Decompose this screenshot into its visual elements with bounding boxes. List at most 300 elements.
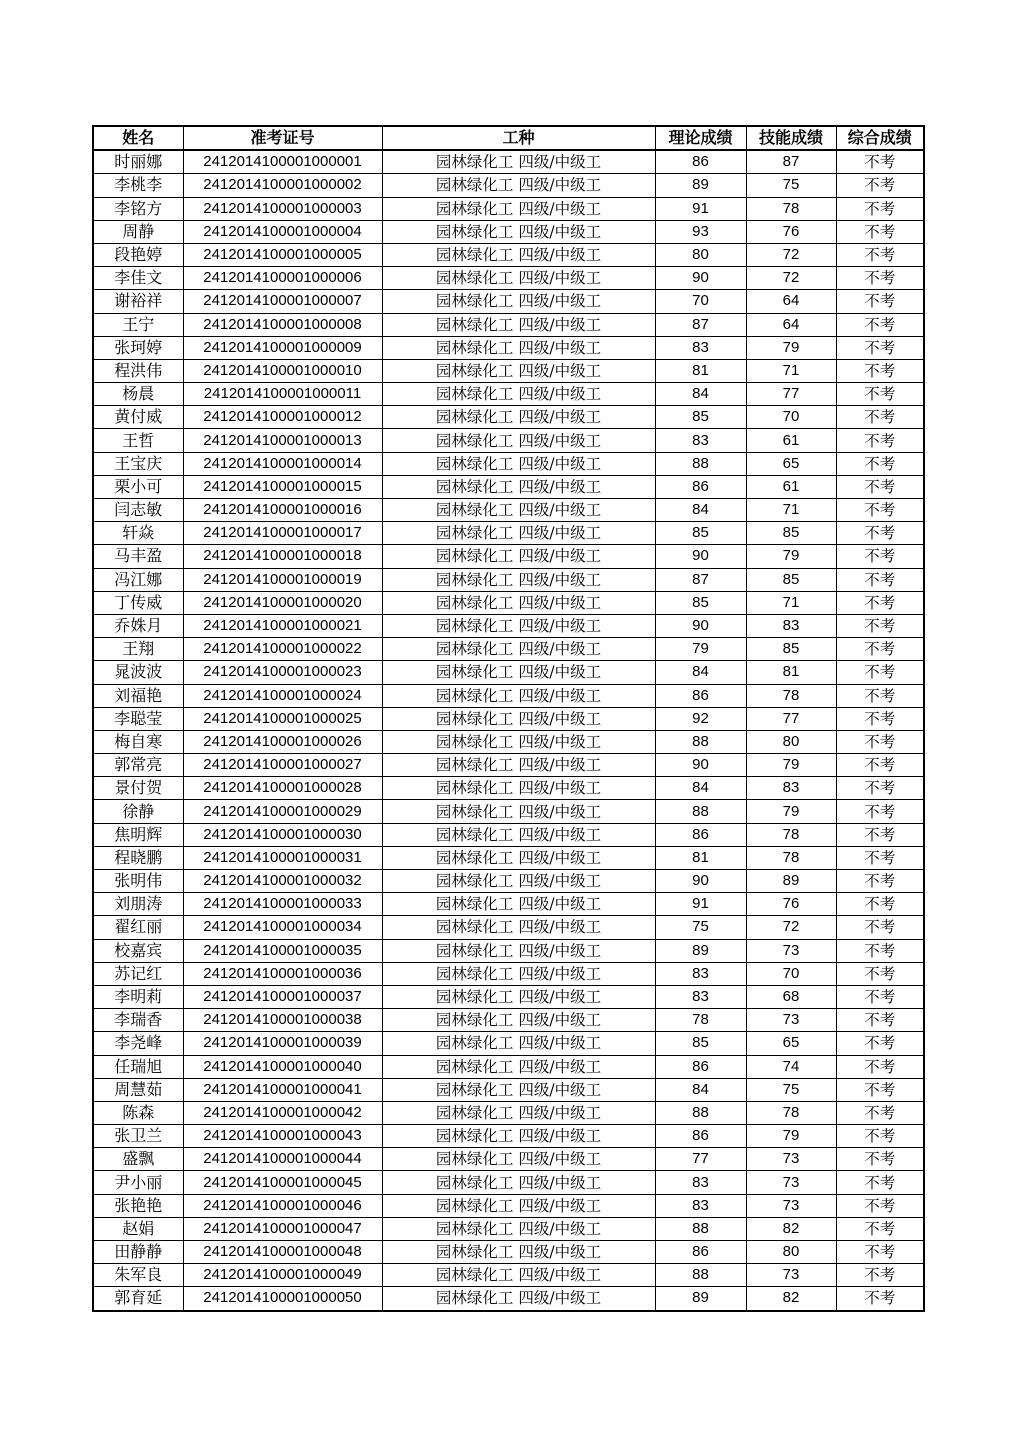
cell-exam-id: 2412014100001000032: [183, 870, 382, 893]
cell-name: 校嘉宾: [93, 939, 183, 962]
cell-skill-score: 78: [746, 684, 836, 707]
table-row: [93, 429, 924, 452]
cell-overall-score: 不考: [836, 406, 924, 429]
table-row: [93, 939, 924, 962]
cell-theory-score: 88: [655, 1101, 746, 1124]
cell-theory-score: 79: [655, 638, 746, 661]
cell-name: 李明莉: [93, 985, 183, 1008]
cell-overall-score: 不考: [836, 1078, 924, 1101]
cell-job-type: 园林绿化工 四级/中级工: [382, 522, 655, 545]
table-row: [93, 638, 924, 661]
cell-job-type: 园林绿化工 四级/中级工: [382, 406, 655, 429]
cell-theory-score: 83: [655, 429, 746, 452]
cell-name: 郭育延: [93, 1287, 183, 1311]
header-name: 姓名: [93, 126, 183, 150]
cell-skill-score: 78: [746, 823, 836, 846]
table-row: [93, 730, 924, 753]
table-row: [93, 800, 924, 823]
cell-job-type: 园林绿化工 四级/中级工: [382, 475, 655, 498]
cell-skill-score: 61: [746, 475, 836, 498]
cell-skill-score: 64: [746, 313, 836, 336]
table-row: [93, 870, 924, 893]
cell-job-type: 园林绿化工 四级/中级工: [382, 1009, 655, 1032]
cell-overall-score: 不考: [836, 684, 924, 707]
table-row: [93, 823, 924, 846]
cell-theory-score: 83: [655, 1171, 746, 1194]
cell-theory-score: 83: [655, 336, 746, 359]
cell-exam-id: 2412014100001000049: [183, 1264, 382, 1287]
table-row: [93, 614, 924, 637]
cell-job-type: 园林绿化工 四级/中级工: [382, 313, 655, 336]
cell-overall-score: 不考: [836, 730, 924, 753]
cell-theory-score: 90: [655, 614, 746, 637]
cell-job-type: 园林绿化工 四级/中级工: [382, 1055, 655, 1078]
header-job-type: 工种: [382, 126, 655, 150]
cell-skill-score: 77: [746, 383, 836, 406]
cell-skill-score: 73: [746, 1171, 836, 1194]
cell-overall-score: 不考: [836, 939, 924, 962]
cell-theory-score: 88: [655, 1217, 746, 1240]
table-row: [93, 846, 924, 869]
cell-job-type: 园林绿化工 四级/中级工: [382, 870, 655, 893]
cell-name: 乔姝月: [93, 614, 183, 637]
cell-theory-score: 86: [655, 823, 746, 846]
cell-exam-id: 2412014100001000007: [183, 290, 382, 313]
cell-job-type: 园林绿化工 四级/中级工: [382, 1101, 655, 1124]
header-exam-id: 准考证号: [183, 126, 382, 150]
cell-skill-score: 71: [746, 359, 836, 382]
cell-job-type: 园林绿化工 四级/中级工: [382, 916, 655, 939]
table-row: [93, 522, 924, 545]
cell-name: 任瑞旭: [93, 1055, 183, 1078]
cell-theory-score: 91: [655, 197, 746, 220]
cell-exam-id: 2412014100001000041: [183, 1078, 382, 1101]
cell-theory-score: 85: [655, 591, 746, 614]
table-row: [93, 220, 924, 243]
cell-skill-score: 70: [746, 406, 836, 429]
cell-name: 轩焱: [93, 522, 183, 545]
cell-exam-id: 2412014100001000027: [183, 754, 382, 777]
cell-theory-score: 81: [655, 846, 746, 869]
cell-exam-id: 2412014100001000028: [183, 777, 382, 800]
cell-skill-score: 79: [746, 1125, 836, 1148]
cell-exam-id: 2412014100001000012: [183, 406, 382, 429]
cell-exam-id: 2412014100001000039: [183, 1032, 382, 1055]
cell-exam-id: 2412014100001000043: [183, 1125, 382, 1148]
table-row: [93, 985, 924, 1008]
cell-overall-score: 不考: [836, 1032, 924, 1055]
cell-exam-id: 2412014100001000008: [183, 313, 382, 336]
cell-job-type: 园林绿化工 四级/中级工: [382, 962, 655, 985]
cell-job-type: 园林绿化工 四级/中级工: [382, 754, 655, 777]
cell-job-type: 园林绿化工 四级/中级工: [382, 359, 655, 382]
cell-job-type: 园林绿化工 四级/中级工: [382, 267, 655, 290]
cell-name: 郭常亮: [93, 754, 183, 777]
cell-theory-score: 90: [655, 545, 746, 568]
cell-exam-id: 2412014100001000036: [183, 962, 382, 985]
cell-name: 杨晨: [93, 383, 183, 406]
cell-theory-score: 85: [655, 522, 746, 545]
cell-exam-id: 2412014100001000050: [183, 1287, 382, 1311]
cell-job-type: 园林绿化工 四级/中级工: [382, 661, 655, 684]
cell-overall-score: 不考: [836, 846, 924, 869]
cell-exam-id: 2412014100001000045: [183, 1171, 382, 1194]
cell-theory-score: 86: [655, 1125, 746, 1148]
cell-overall-score: 不考: [836, 1171, 924, 1194]
cell-exam-id: 2412014100001000023: [183, 661, 382, 684]
cell-skill-score: 87: [746, 150, 836, 174]
cell-overall-score: 不考: [836, 475, 924, 498]
cell-overall-score: 不考: [836, 383, 924, 406]
cell-exam-id: 2412014100001000035: [183, 939, 382, 962]
cell-overall-score: 不考: [836, 1009, 924, 1032]
cell-overall-score: 不考: [836, 823, 924, 846]
cell-exam-id: 2412014100001000038: [183, 1009, 382, 1032]
cell-overall-score: 不考: [836, 243, 924, 266]
cell-exam-id: 2412014100001000022: [183, 638, 382, 661]
cell-skill-score: 78: [746, 1101, 836, 1124]
cell-skill-score: 75: [746, 174, 836, 197]
table-row: [93, 1055, 924, 1078]
cell-overall-score: 不考: [836, 197, 924, 220]
table-row: [93, 591, 924, 614]
cell-job-type: 园林绿化工 四级/中级工: [382, 1287, 655, 1311]
table-row: [93, 1078, 924, 1101]
table-body: [93, 150, 924, 1310]
table-row: [93, 359, 924, 382]
cell-overall-score: 不考: [836, 638, 924, 661]
cell-name: 周慧茹: [93, 1078, 183, 1101]
table-row: [93, 290, 924, 313]
cell-theory-score: 86: [655, 1241, 746, 1264]
cell-skill-score: 73: [746, 1264, 836, 1287]
cell-exam-id: 2412014100001000015: [183, 475, 382, 498]
cell-name: 李瑞香: [93, 1009, 183, 1032]
cell-exam-id: 2412014100001000040: [183, 1055, 382, 1078]
cell-overall-score: 不考: [836, 290, 924, 313]
cell-skill-score: 85: [746, 638, 836, 661]
cell-job-type: 园林绿化工 四级/中级工: [382, 591, 655, 614]
cell-job-type: 园林绿化工 四级/中级工: [382, 290, 655, 313]
cell-exam-id: 2412014100001000048: [183, 1241, 382, 1264]
cell-skill-score: 68: [746, 985, 836, 1008]
cell-exam-id: 2412014100001000016: [183, 499, 382, 522]
cell-theory-score: 85: [655, 406, 746, 429]
cell-exam-id: 2412014100001000044: [183, 1148, 382, 1171]
cell-job-type: 园林绿化工 四级/中级工: [382, 499, 655, 522]
cell-theory-score: 84: [655, 499, 746, 522]
cell-skill-score: 80: [746, 1241, 836, 1264]
cell-overall-score: 不考: [836, 777, 924, 800]
header-theory-score: 理论成绩: [655, 126, 746, 150]
cell-skill-score: 83: [746, 777, 836, 800]
cell-theory-score: 83: [655, 985, 746, 1008]
cell-job-type: 园林绿化工 四级/中级工: [382, 638, 655, 661]
cell-name: 王宁: [93, 313, 183, 336]
cell-skill-score: 73: [746, 939, 836, 962]
cell-overall-score: 不考: [836, 1264, 924, 1287]
cell-name: 张卫兰: [93, 1125, 183, 1148]
cell-skill-score: 72: [746, 243, 836, 266]
table-row: [93, 1194, 924, 1217]
cell-name: 李聪莹: [93, 707, 183, 730]
cell-skill-score: 73: [746, 1009, 836, 1032]
cell-exam-id: 2412014100001000030: [183, 823, 382, 846]
cell-exam-id: 2412014100001000031: [183, 846, 382, 869]
cell-name: 李铭方: [93, 197, 183, 220]
cell-theory-score: 70: [655, 290, 746, 313]
cell-overall-score: 不考: [836, 1148, 924, 1171]
cell-theory-score: 89: [655, 174, 746, 197]
cell-job-type: 园林绿化工 四级/中级工: [382, 684, 655, 707]
table-row: [93, 962, 924, 985]
cell-name: 刘朋涛: [93, 893, 183, 916]
cell-overall-score: 不考: [836, 1055, 924, 1078]
cell-overall-score: 不考: [836, 754, 924, 777]
cell-theory-score: 84: [655, 1078, 746, 1101]
cell-name: 时丽娜: [93, 150, 183, 174]
table-row: [93, 336, 924, 359]
cell-job-type: 园林绿化工 四级/中级工: [382, 336, 655, 359]
cell-exam-id: 2412014100001000026: [183, 730, 382, 753]
cell-skill-score: 76: [746, 893, 836, 916]
header-skill-score: 技能成绩: [746, 126, 836, 150]
table-row: [93, 197, 924, 220]
cell-job-type: 园林绿化工 四级/中级工: [382, 150, 655, 174]
table-row: [93, 1287, 924, 1311]
cell-name: 王翔: [93, 638, 183, 661]
cell-exam-id: 2412014100001000042: [183, 1101, 382, 1124]
cell-exam-id: 2412014100001000021: [183, 614, 382, 637]
cell-name: 冯江娜: [93, 568, 183, 591]
cell-overall-score: 不考: [836, 591, 924, 614]
cell-exam-id: 2412014100001000004: [183, 220, 382, 243]
table-row: [93, 1217, 924, 1240]
cell-overall-score: 不考: [836, 707, 924, 730]
cell-skill-score: 70: [746, 962, 836, 985]
cell-overall-score: 不考: [836, 800, 924, 823]
cell-overall-score: 不考: [836, 1241, 924, 1264]
cell-job-type: 园林绿化工 四级/中级工: [382, 707, 655, 730]
cell-job-type: 园林绿化工 四级/中级工: [382, 545, 655, 568]
table-row: [93, 545, 924, 568]
cell-name: 赵娟: [93, 1217, 183, 1240]
cell-job-type: 园林绿化工 四级/中级工: [382, 846, 655, 869]
cell-skill-score: 65: [746, 452, 836, 475]
cell-theory-score: 84: [655, 661, 746, 684]
cell-overall-score: 不考: [836, 568, 924, 591]
cell-skill-score: 81: [746, 661, 836, 684]
cell-overall-score: 不考: [836, 452, 924, 475]
table-row: [93, 1171, 924, 1194]
cell-name: 焦明辉: [93, 823, 183, 846]
cell-job-type: 园林绿化工 四级/中级工: [382, 568, 655, 591]
cell-theory-score: 86: [655, 684, 746, 707]
cell-job-type: 园林绿化工 四级/中级工: [382, 1171, 655, 1194]
cell-theory-score: 87: [655, 313, 746, 336]
cell-theory-score: 80: [655, 243, 746, 266]
cell-name: 陈森: [93, 1101, 183, 1124]
table-row: [93, 1032, 924, 1055]
cell-exam-id: 2412014100001000006: [183, 267, 382, 290]
cell-name: 晁波波: [93, 661, 183, 684]
cell-overall-score: 不考: [836, 267, 924, 290]
cell-theory-score: 89: [655, 939, 746, 962]
cell-theory-score: 93: [655, 220, 746, 243]
cell-exam-id: 2412014100001000014: [183, 452, 382, 475]
cell-theory-score: 83: [655, 1194, 746, 1217]
cell-overall-score: 不考: [836, 1287, 924, 1311]
cell-exam-id: 2412014100001000046: [183, 1194, 382, 1217]
cell-overall-score: 不考: [836, 1194, 924, 1217]
cell-exam-id: 2412014100001000047: [183, 1217, 382, 1240]
cell-theory-score: 84: [655, 777, 746, 800]
cell-skill-score: 83: [746, 614, 836, 637]
cell-job-type: 园林绿化工 四级/中级工: [382, 1194, 655, 1217]
cell-job-type: 园林绿化工 四级/中级工: [382, 1148, 655, 1171]
cell-exam-id: 2412014100001000002: [183, 174, 382, 197]
cell-name: 张艳艳: [93, 1194, 183, 1217]
table-row: [93, 383, 924, 406]
cell-job-type: 园林绿化工 四级/中级工: [382, 429, 655, 452]
cell-skill-score: 76: [746, 220, 836, 243]
table-row: [93, 707, 924, 730]
cell-exam-id: 2412014100001000013: [183, 429, 382, 452]
cell-skill-score: 65: [746, 1032, 836, 1055]
cell-job-type: 园林绿化工 四级/中级工: [382, 939, 655, 962]
cell-job-type: 园林绿化工 四级/中级工: [382, 1217, 655, 1240]
cell-name: 段艳婷: [93, 243, 183, 266]
table-row: [93, 1241, 924, 1264]
cell-name: 苏记红: [93, 962, 183, 985]
cell-overall-score: 不考: [836, 661, 924, 684]
cell-job-type: 园林绿化工 四级/中级工: [382, 893, 655, 916]
cell-skill-score: 77: [746, 707, 836, 730]
cell-overall-score: 不考: [836, 359, 924, 382]
cell-name: 梅自寒: [93, 730, 183, 753]
cell-theory-score: 87: [655, 568, 746, 591]
cell-job-type: 园林绿化工 四级/中级工: [382, 985, 655, 1008]
cell-overall-score: 不考: [836, 313, 924, 336]
cell-theory-score: 88: [655, 452, 746, 475]
cell-skill-score: 79: [746, 800, 836, 823]
cell-job-type: 园林绿化工 四级/中级工: [382, 174, 655, 197]
table-row: [93, 1264, 924, 1287]
cell-exam-id: 2412014100001000001: [183, 150, 382, 174]
cell-skill-score: 78: [746, 846, 836, 869]
table-row: [93, 661, 924, 684]
cell-theory-score: 90: [655, 870, 746, 893]
cell-skill-score: 78: [746, 197, 836, 220]
cell-exam-id: 2412014100001000009: [183, 336, 382, 359]
cell-name: 丁传威: [93, 591, 183, 614]
cell-name: 张明伟: [93, 870, 183, 893]
cell-name: 李桃李: [93, 174, 183, 197]
score-table: [92, 125, 925, 1312]
cell-name: 闫志敏: [93, 499, 183, 522]
cell-job-type: 园林绿化工 四级/中级工: [382, 823, 655, 846]
cell-exam-id: 2412014100001000017: [183, 522, 382, 545]
cell-name: 尹小丽: [93, 1171, 183, 1194]
cell-theory-score: 85: [655, 1032, 746, 1055]
cell-overall-score: 不考: [836, 1125, 924, 1148]
cell-job-type: 园林绿化工 四级/中级工: [382, 383, 655, 406]
cell-name: 李佳文: [93, 267, 183, 290]
cell-theory-score: 83: [655, 962, 746, 985]
cell-theory-score: 86: [655, 475, 746, 498]
cell-exam-id: 2412014100001000011: [183, 383, 382, 406]
table-row: [93, 1148, 924, 1171]
cell-overall-score: 不考: [836, 150, 924, 174]
cell-exam-id: 2412014100001000034: [183, 916, 382, 939]
cell-skill-score: 61: [746, 429, 836, 452]
cell-theory-score: 88: [655, 1264, 746, 1287]
table-row: [93, 174, 924, 197]
cell-job-type: 园林绿化工 四级/中级工: [382, 1125, 655, 1148]
cell-skill-score: 75: [746, 1078, 836, 1101]
cell-exam-id: 2412014100001000018: [183, 545, 382, 568]
cell-name: 黄付威: [93, 406, 183, 429]
cell-overall-score: 不考: [836, 174, 924, 197]
cell-theory-score: 75: [655, 916, 746, 939]
cell-name: 王宝庆: [93, 452, 183, 475]
cell-skill-score: 73: [746, 1194, 836, 1217]
cell-exam-id: 2412014100001000010: [183, 359, 382, 382]
header-overall-score: 综合成绩: [836, 126, 924, 150]
table-row: [93, 499, 924, 522]
cell-name: 田静静: [93, 1241, 183, 1264]
cell-name: 谢裕祥: [93, 290, 183, 313]
table-row: [93, 150, 924, 174]
cell-exam-id: 2412014100001000019: [183, 568, 382, 591]
cell-job-type: 园林绿化工 四级/中级工: [382, 452, 655, 475]
cell-skill-score: 71: [746, 499, 836, 522]
cell-skill-score: 79: [746, 545, 836, 568]
cell-exam-id: 2412014100001000033: [183, 893, 382, 916]
table-row: [93, 916, 924, 939]
cell-job-type: 园林绿化工 四级/中级工: [382, 1078, 655, 1101]
cell-skill-score: 85: [746, 568, 836, 591]
cell-name: 栗小可: [93, 475, 183, 498]
cell-name: 程晓鹏: [93, 846, 183, 869]
cell-skill-score: 82: [746, 1287, 836, 1311]
cell-job-type: 园林绿化工 四级/中级工: [382, 614, 655, 637]
table-row: [93, 1009, 924, 1032]
cell-name: 周静: [93, 220, 183, 243]
table-row: [93, 777, 924, 800]
cell-theory-score: 77: [655, 1148, 746, 1171]
cell-job-type: 园林绿化工 四级/中级工: [382, 1264, 655, 1287]
cell-name: 王哲: [93, 429, 183, 452]
cell-job-type: 园林绿化工 四级/中级工: [382, 730, 655, 753]
cell-overall-score: 不考: [836, 916, 924, 939]
cell-theory-score: 91: [655, 893, 746, 916]
cell-theory-score: 90: [655, 267, 746, 290]
cell-job-type: 园林绿化工 四级/中级工: [382, 777, 655, 800]
cell-name: 程洪伟: [93, 359, 183, 382]
cell-theory-score: 90: [655, 754, 746, 777]
cell-skill-score: 71: [746, 591, 836, 614]
cell-name: 刘福艳: [93, 684, 183, 707]
cell-theory-score: 81: [655, 359, 746, 382]
cell-skill-score: 72: [746, 267, 836, 290]
cell-name: 张珂婷: [93, 336, 183, 359]
cell-skill-score: 79: [746, 754, 836, 777]
table-row: [93, 754, 924, 777]
cell-job-type: 园林绿化工 四级/中级工: [382, 197, 655, 220]
cell-overall-score: 不考: [836, 985, 924, 1008]
cell-overall-score: 不考: [836, 336, 924, 359]
